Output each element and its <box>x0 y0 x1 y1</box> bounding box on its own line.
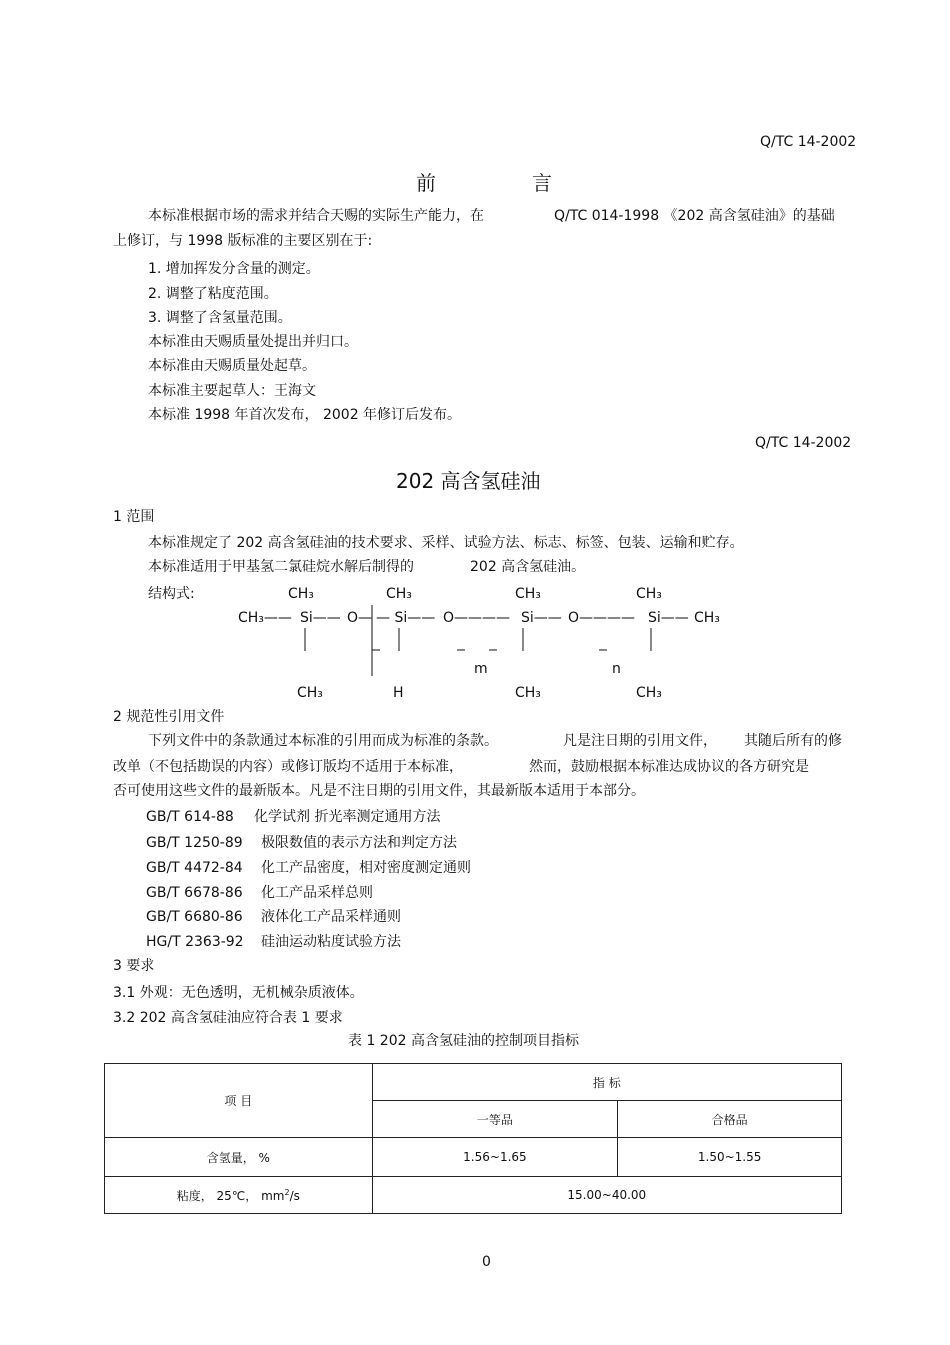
formula-top-ch3: CH₃ <box>288 586 314 602</box>
table-cell-item: 含氢量， % <box>105 1138 373 1177</box>
formula-o: O———— <box>443 610 511 626</box>
reference-name: 液体化工产品采样通则 <box>261 909 401 925</box>
formula-si: Si—— <box>648 610 689 626</box>
unit-superscript: 2 <box>284 1187 290 1197</box>
section2-para-line2a: 改单（不包括勘误的内容）或修订版均不适用于本标准， <box>113 759 463 775</box>
formula-ch3-left: CH₃—— <box>238 610 292 626</box>
formula-bottom-group: H <box>393 685 404 701</box>
reference-code: HG/T 2363-92 <box>146 934 244 950</box>
formula-o: O— <box>347 610 373 626</box>
reference-name: 极限数值的表示方法和判定方法 <box>261 835 457 851</box>
table-cell-value: 15.00~40.00 <box>372 1177 841 1214</box>
formula-top-ch3: CH₃ <box>636 586 662 602</box>
table-cell-item <box>105 1177 373 1214</box>
formula-ch3-right: CH₃ <box>694 610 720 626</box>
preface-note: 本标准由天赐质量处起草。 <box>148 358 316 374</box>
spec-table <box>104 1063 842 1214</box>
standard-title: 202 高含氢硅油 <box>396 469 541 493</box>
section2-para-line1c: 其随后所有的修 <box>744 733 842 749</box>
table-header-item: 项 目 <box>105 1064 373 1138</box>
table-header-grade1: 一等品 <box>372 1101 618 1138</box>
table-row <box>105 1138 842 1177</box>
formula-si: — Si—— <box>376 610 436 626</box>
reference-code: GB/T 4472-84 <box>146 860 243 876</box>
section1-heading: 1 范围 <box>113 509 155 525</box>
reference-name: 化工产品采样总则 <box>261 885 373 901</box>
formula-subscript-n: n <box>612 661 621 677</box>
page-number: 0 <box>482 1254 491 1270</box>
formula-o: O———— <box>568 610 636 626</box>
table-cell-grade1: 1.56~1.65 <box>372 1138 618 1177</box>
reference-code: GB/T 6678-86 <box>146 885 243 901</box>
requirement-3-2: 3.2 202 高含氢硅油应符合表 1 要求 <box>113 1010 343 1026</box>
reference-name: 化学试剂 折光率测定通用方法 <box>254 809 441 825</box>
formula-subscript-m: m <box>474 661 488 677</box>
section3-heading: 3 要求 <box>113 958 155 974</box>
formula-top-ch3: CH₃ <box>386 586 412 602</box>
reference-name: 硅油运动粘度试验方法 <box>261 934 401 950</box>
formula-si: Si—— <box>300 610 341 626</box>
preface-intro-line1a: 本标准根据市场的需求并结合天赐的实际生产能力，在 <box>148 208 484 224</box>
section2-para-line2b: 然而，鼓励根据本标准达成协议的各方研究是 <box>529 759 809 775</box>
formula-top-ch3: CH₃ <box>515 586 541 602</box>
reference-code: GB/T 614-88 <box>146 809 234 825</box>
table-header-grade2: 合格品 <box>618 1101 842 1138</box>
reference-code: GB/T 1250-89 <box>146 835 243 851</box>
standard-code: Q/TC 14-2002 <box>755 435 852 451</box>
preface-item: 1. 增加挥发分含量的测定。 <box>148 261 320 277</box>
reference-name: 化工产品密度，相对密度测定通则 <box>261 860 471 876</box>
table-header-index: 指 标 <box>372 1064 841 1101</box>
formula-bottom-group: CH₃ <box>297 685 323 701</box>
table-caption: 表 1 202 高含氢硅油的控制项目指标 <box>348 1033 579 1049</box>
preface-intro-line2: 上修订，与 1998 版标准的主要区别在于: <box>113 233 373 249</box>
preface-title-part1: 前 <box>416 171 436 195</box>
preface-note: 本标准主要起草人：王海文 <box>148 383 316 399</box>
preface-note: 本标准由天赐质量处提出并归口。 <box>148 334 358 350</box>
formula-bottom-group: CH₃ <box>636 685 662 701</box>
unit-suffix: /s <box>289 1188 300 1203</box>
table-row <box>105 1177 842 1214</box>
preface-item: 3. 调整了含氢量范围。 <box>148 310 292 326</box>
section1-line2a: 本标准适用于甲基氢二氯硅烷水解后制得的 <box>148 559 414 575</box>
document-code-top: Q/TC 14-2002 <box>760 134 857 150</box>
section2-heading: 2 规范性引用文件 <box>113 709 225 725</box>
viscosity-label: 粘度， 25℃， mm <box>176 1188 285 1203</box>
preface-item: 2. 调整了粘度范围。 <box>148 286 278 302</box>
formula-label: 结构式: <box>148 586 195 602</box>
table-cell-grade2: 1.50~1.55 <box>618 1138 842 1177</box>
section2-para-line1b: 凡是注日期的引用文件， <box>563 733 717 749</box>
reference-code: GB/T 6680-86 <box>146 909 243 925</box>
formula-bottom-group: CH₃ <box>515 685 541 701</box>
requirement-3-1: 3.1 外观：无色透明，无机械杂质液体。 <box>113 985 364 1001</box>
section1-line2b: 202 高含氢硅油。 <box>470 559 586 575</box>
preface-intro-line1b: Q/TC 014-1998 《202 高含氢硅油》的基础 <box>554 208 835 224</box>
section2-para-line3: 否可使用这些文件的最新版本。凡是不注日期的引用文件，其最新版本适用于本部分。 <box>113 783 645 799</box>
section1-line1: 本标准规定了 202 高含氢硅油的技术要求、采样、试验方法、标志、标签、包装、运输和贮存。 <box>148 535 744 551</box>
preface-note: 本标准 1998 年首次发布， 2002 年修订后发布。 <box>148 407 462 423</box>
formula-si: Si—— <box>521 610 562 626</box>
section2-para-line1a: 下列文件中的条款通过本标准的引用而成为标准的条款。 <box>148 733 498 749</box>
preface-title-part2: 言 <box>532 171 552 195</box>
